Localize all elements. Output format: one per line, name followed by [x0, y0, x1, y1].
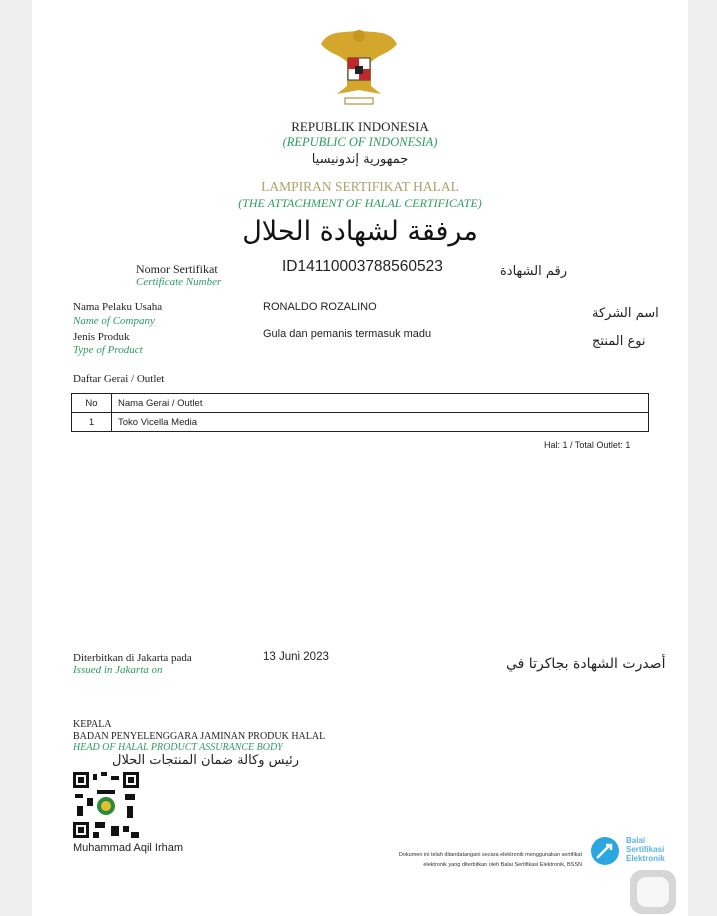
- floating-action-button[interactable]: [630, 870, 676, 914]
- bsre-logo-line3: Elektronik: [626, 854, 665, 863]
- e-signature-note-line1: Dokumen ini telah ditandatangani secara elektronik menggunakan sertifikat: [398, 852, 582, 858]
- column-header-outlet: Nama Gerai / Outlet: [112, 394, 649, 413]
- signatory-name: Muhammad Aqil Irham: [73, 842, 184, 854]
- bsre-logo-icon: [590, 836, 620, 866]
- certificate-number: ID14110003788560523: [282, 258, 443, 275]
- certificate-number-label-en: Certificate Number: [136, 276, 222, 288]
- issued-label: Diterbitkan di Jakarta pada: [73, 652, 192, 664]
- company-label: Nama Pelaku Usaha: [73, 301, 163, 313]
- qr-code-icon: [73, 772, 139, 838]
- company-label-ar: اسم الشركة: [592, 306, 659, 321]
- outlet-table: [71, 393, 649, 432]
- e-signature-note-line2: elektronik yang diterbitkan oleh Balai Sertifikasi Elektronik, BSSN: [423, 862, 582, 868]
- issue-date: 13 Juni 2023: [263, 651, 329, 663]
- signatory-agency-en: HEAD OF HALAL PRODUCT ASSURANCE BODY: [73, 742, 283, 753]
- country-title-en: (REPUBLIC OF INDONESIA): [282, 135, 438, 149]
- floating-button-inner: [637, 877, 669, 907]
- signatory-agency: BADAN PENYELENGGARA JAMINAN PRODUK HALAL: [73, 731, 326, 742]
- outlet-pagination: Hal: 1 / Total Outlet: 1: [544, 440, 631, 450]
- signatory-agency-ar: رئيس وكالة ضمان المنتجات الحلال: [112, 753, 300, 768]
- table-header-row: [72, 394, 649, 413]
- bsre-logo-text: [626, 836, 665, 863]
- document-title: LAMPIRAN SERTIFIKAT HALAL: [261, 179, 459, 194]
- e-signature-note: [362, 850, 582, 870]
- table-row: [72, 413, 649, 432]
- outlet-no: 1: [72, 413, 112, 432]
- product-label-ar: نوع المنتج: [592, 334, 646, 349]
- company-name: RONALDO ROZALINO: [263, 301, 377, 313]
- certificate-number-label: Nomor Sertifikat: [136, 262, 218, 276]
- issued-label-en: Issued in Jakarta on: [73, 664, 163, 676]
- document-title-ar: مرفقة لشهادة الحلال: [242, 216, 478, 247]
- signatory-title: KEPALA: [73, 719, 112, 730]
- outlet-name: Toko Vicella Media: [112, 413, 649, 432]
- product-label-en: Type of Product: [73, 344, 143, 356]
- outlet-list-heading: Daftar Gerai / Outlet: [73, 373, 165, 385]
- document-title-en: (THE ATTACHMENT OF HALAL CERTIFICATE): [238, 196, 482, 210]
- certificate-number-label-ar: رقم الشهادة: [500, 264, 567, 279]
- garuda-emblem-icon: [319, 24, 399, 108]
- bsre-logo-line1: Balai: [626, 836, 646, 845]
- bsre-logo-line2: Sertifikasi: [626, 845, 665, 854]
- certificate-page: [32, 0, 688, 916]
- issued-label-ar: أصدرت الشهادة بجاكرتا في: [506, 656, 666, 672]
- country-title-ar: جمهورية إندونيسيا: [311, 152, 409, 167]
- company-label-en: Name of Company: [73, 315, 155, 327]
- column-header-no: No: [72, 394, 112, 413]
- country-title: REPUBLIK INDONESIA: [291, 119, 429, 134]
- product-label: Jenis Produk: [73, 331, 130, 343]
- product-type: Gula dan pemanis termasuk madu: [263, 328, 432, 340]
